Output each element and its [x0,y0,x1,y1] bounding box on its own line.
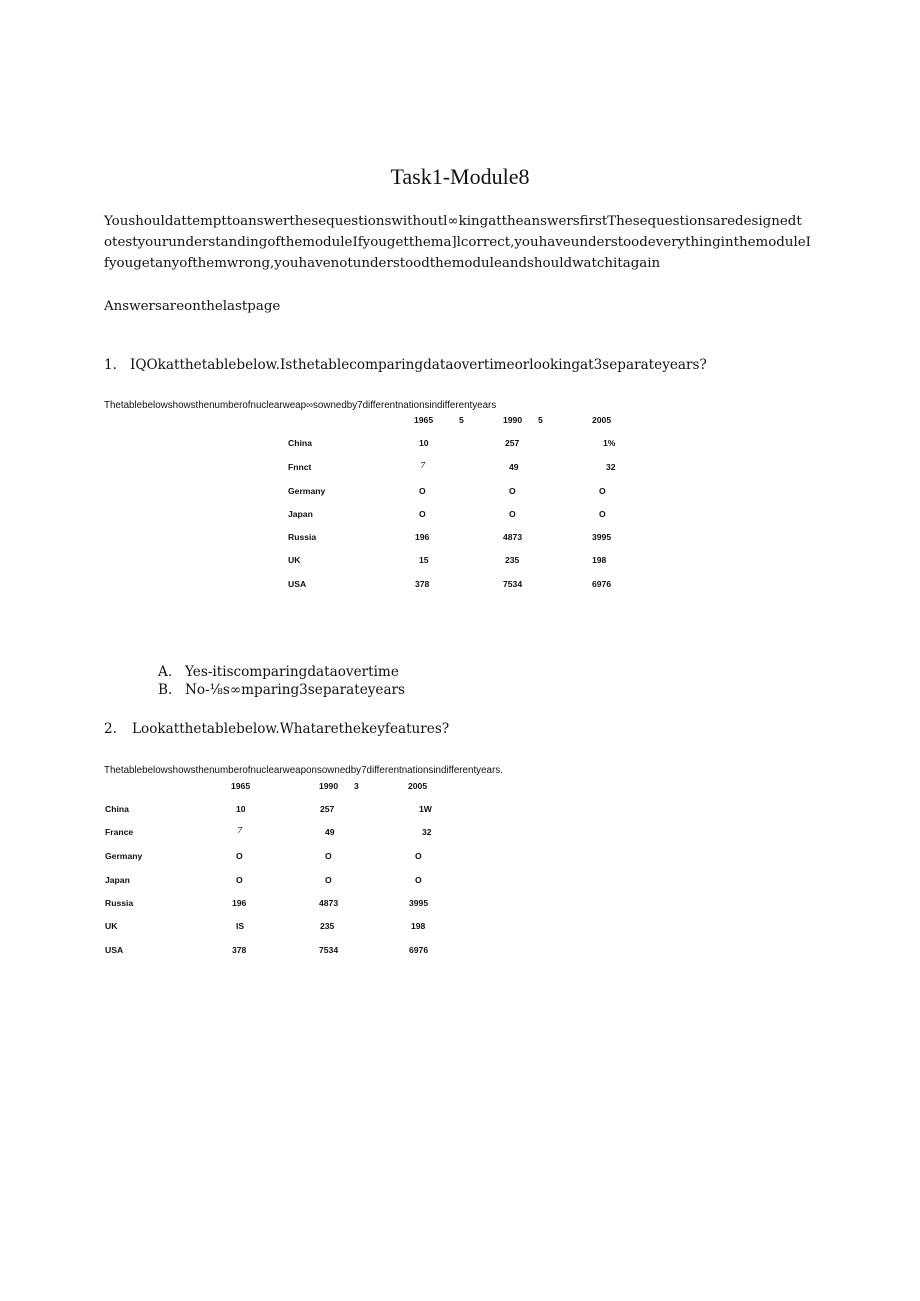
option-text: No-⅛s∞mparing3separateyears [185,682,406,698]
table-header: 5 [459,415,464,425]
table-cell: O [415,851,422,861]
table-cell: 15 [419,555,429,565]
table-row-label: UK [105,921,118,931]
option-text: Yes-itiscomparingdataovertime [185,664,399,680]
table-cell: 6976 [592,579,612,589]
table-cell: O [419,509,426,519]
table-header: 5 [538,415,543,425]
table-cell: O [236,875,243,885]
table-row-label: UK [288,555,301,565]
table-2-caption: Thetablebelowshowsthenumberofnuclearweaponsownedby7differentnationsindifferentyears. [104,765,503,776]
table-cell: 1W [419,804,432,814]
table-row-label: Fnnct [288,462,312,472]
table-row-label: China [288,438,312,448]
table-header: 1990 [319,781,339,791]
table-cell: 257 [320,804,335,814]
table-cell: 32 [606,462,616,472]
table-header: 1990 [503,415,523,425]
table-cell: 198 [592,555,607,565]
option-b [158,682,405,698]
table-cell: 196 [415,532,430,542]
table-cell: IS [236,921,245,931]
table-cell: O [599,509,606,519]
table-cell: 7534 [319,945,339,955]
table-cell: 6976 [409,945,429,955]
table-header: 2005 [408,781,428,791]
intro-line: fyougetanyofthemwrong,youhavenotunderstoodthemoduleandshouldwatchitagain [104,256,661,271]
question-1 [104,357,707,373]
table-row-label: USA [105,945,124,955]
table-row-label: Japan [288,509,313,519]
table-cell: 4873 [503,532,523,542]
table-header: 2005 [592,415,612,425]
table-cell: 4873 [319,898,339,908]
table-cell: O [599,486,606,496]
table-cell: 235 [505,555,520,565]
table-cell: 198 [411,921,426,931]
table-1-caption: Thetablebelowshowsthenumberofnuclearweap∞sownedby7differentnationsindifferentyears [104,400,497,411]
table-cell: 7 [237,826,243,836]
table-header: 1965 [414,415,434,425]
table-cell: 49 [509,462,519,472]
table-cell: 7534 [503,579,523,589]
option-a [158,664,399,680]
table-cell: 378 [415,579,430,589]
table-header: 3 [354,781,359,791]
table-row-label: Russia [105,898,134,908]
table-cell: O [236,851,243,861]
table-cell: 257 [505,438,520,448]
table-row-label: France [105,827,134,837]
table-cell: O [325,875,332,885]
option-letter: A. [158,664,173,680]
table-row-label: Germany [105,851,143,861]
intro-paragraph [104,211,811,274]
table-cell: 235 [320,921,335,931]
table-cell: O [325,851,332,861]
intro-line: Youshouldattempttoanswerthesequestionswithoutl∞kingattheanswersfirstThesequestionsaredesignedt [104,214,802,229]
table-row-label: China [105,804,129,814]
table-cell: 1% [603,438,616,448]
answers-note: Answersareonthelastpage [104,299,281,314]
table-header: 1965 [231,781,251,791]
intro-line: otestyourunderstandingofthemoduleIfyougetthema]lcorrect,youhaveunderstoodeverythinginthemoduleI [104,235,811,250]
question-number: 2. [104,721,117,737]
table-cell: 7 [420,461,426,471]
question-text: IQOkatthetablebelow.Isthetablecomparingdataovertimeorlookingat3separateyears? [130,357,707,373]
option-letter: B. [158,682,173,698]
table-cell: 3995 [592,532,612,542]
question-number: 1. [104,357,117,373]
page-title: Task1-Module8 [390,164,530,189]
table-cell: 49 [325,827,335,837]
table-cell: 3995 [409,898,429,908]
table-cell: 196 [232,898,247,908]
table-row-label: Russia [288,532,317,542]
table-cell: O [419,486,426,496]
table-cell: O [509,509,516,519]
table-row-label: USA [288,579,307,589]
table-cell: O [415,875,422,885]
table-row-label: Japan [105,875,130,885]
table-cell: 10 [419,438,429,448]
table-cell: 10 [236,804,246,814]
table-cell: O [509,486,516,496]
question-2 [104,721,449,737]
table-cell: 378 [232,945,247,955]
table-row-label: Germany [288,486,326,496]
table-cell: 32 [422,827,432,837]
question-text: Lookatthetablebelow.Whatarethekeyfeatures? [132,721,450,737]
